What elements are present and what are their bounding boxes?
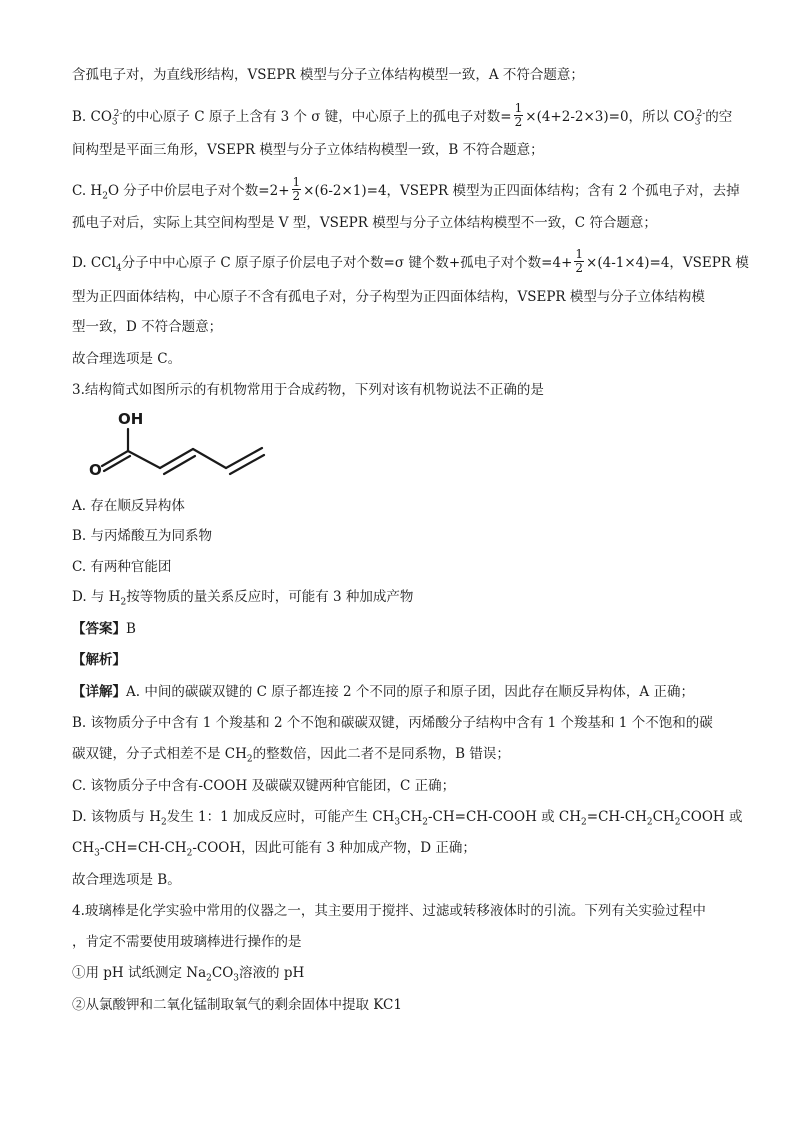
double-bond-1b	[164, 456, 195, 474]
text-line: 故合理选项是 C。	[72, 351, 182, 367]
fraction: $\frac{1}{2}$	[292, 175, 301, 203]
text-line: 含孤电子对，为直线形结构，VSEPR 模型与分子立体结构模型一致，A 不符合题意；	[72, 67, 584, 83]
question-4-item-2: ②从氯酸钾和二氧化锰制取氧气的剩余固体中提取 KC1	[72, 997, 402, 1013]
explanation-a: 【详解】A. 中间的碳碳双键的 C 原子都连接 2 个不同的原子和原子团，因此存在顺反异构体，A 正确；	[72, 684, 694, 700]
option-a: A. 存在顺反异构体	[72, 498, 185, 514]
answer-line: 【答案】B	[72, 621, 136, 637]
text-line: 间构型是平面三角形，VSEPR 模型与分子立体结构模型一致，B 不符合题意；	[72, 142, 544, 158]
double-bond-2b	[230, 455, 264, 474]
text-line: B. $CO_3^{2-}$的中心原子 C 原子上含有 3 个 σ 键，中心原子上的孤电子对数= $\frac{1}{2}$ ×(4+2-2×3)=0，所以 $CO_3^{2-}$的空	[72, 101, 733, 129]
text-line: 孤电子对后，实际上其空间构型是 V 型，VSEPR 模型与分子立体结构模型不一致，C 符合题意；	[72, 215, 657, 231]
option-c: C. 有两种官能团	[72, 559, 172, 575]
question-4-item-1: ①用 pH 试纸测定 $Na_2CO_3$溶液的 pH	[72, 965, 305, 984]
explanation-b1: B. 该物质分子中含有 1 个羧基和 2 个不饱和碳碳双键，丙烯酸分子结构中含有 1 个羧基和 1 个不饱和的碳	[72, 715, 713, 731]
explanation-conclusion: 故合理选项是 B。	[72, 872, 181, 888]
oh-label: OH	[118, 410, 144, 428]
fraction: $\frac{1}{2}$	[514, 101, 523, 129]
single-bond-2	[193, 449, 226, 468]
fraction: $\frac{1}{2}$	[575, 247, 584, 275]
molecule-structure	[80, 404, 280, 484]
double-bond-1a	[160, 449, 193, 468]
explanation-d2: $CH_3-CH=CH-CH_2$-COOH，因此可能有 3 种加成产物，D 正确；	[72, 840, 476, 859]
text-line: C. $H_2O$ 分子中价层电子对个数=2+ $\frac{1}{2}$ ×(6-2×1)=4，VSEPR 模型为正四面体结构；含有 2 个孤电子对，去掉	[72, 175, 740, 203]
single-bond-1	[128, 451, 160, 468]
answer-tag: 【答案】	[72, 621, 126, 637]
question-4: 4.玻璃棒是化学实验中常用的仪器之一，其主要用于搅拌、过滤或转移液体时的引流。下列有关实验过程中	[72, 903, 706, 919]
text-line: 型一致，D 不符合题意；	[72, 319, 223, 335]
question-4-cont: ，肯定不需要使用玻璃棒进行操作的是	[72, 934, 302, 950]
option-d: D. 与 $H_2$按等物质的量关系反应时，可能有 3 种加成产物	[72, 589, 414, 608]
explanation-c: C. 该物质分子中含有-COOH 及碳碳双键两种官能团，C 正确；	[72, 778, 456, 794]
oxygen-label: O	[89, 461, 102, 479]
explanation-d1: D. 该物质与 $H_2$发生 1：1 加成反应时，可能产生 $CH_3CH_2-CH=CH$-COOH 或 $CH_2=CH-CH_2CH_2COOH$ 或	[72, 809, 743, 828]
question-3: 3.结构简式如图所示的有机物常用于合成药物，下列对该有机物说法不正确的是	[72, 382, 544, 398]
explanation-b2: 碳双键，分子式相差不是 $CH_2$的整数倍，因此二者不是同系物，B 错误；	[72, 746, 510, 765]
option-b: B. 与丙烯酸互为同系物	[72, 528, 213, 544]
analysis-heading: 【解析】	[72, 652, 126, 668]
text-line: D. CCl$_4$分子中中心原子 C 原子原子价层电子对个数=σ 键个数+孤电子对个数=4+ $\frac{1}{2}$ ×(4-1×4)=4，VSEPR 模	[72, 247, 749, 275]
text-line: 型为正四面体结构，中心原子不含有孤电子对，分子构型为正四面体结构，VSEPR 模型与分子立体结构模	[72, 289, 705, 305]
